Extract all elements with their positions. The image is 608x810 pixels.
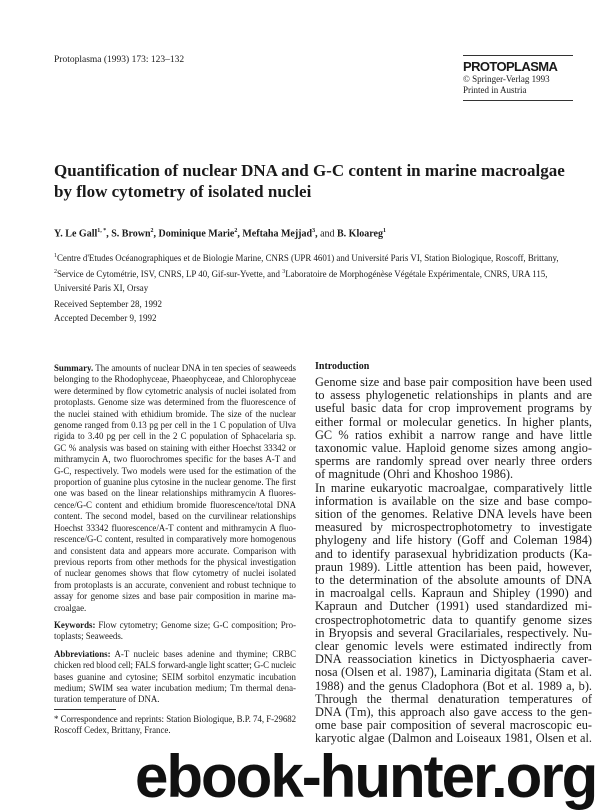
accepted-date: Accepted December 9, 1992 — [54, 313, 157, 323]
dates — [54, 297, 162, 325]
footnote — [54, 714, 296, 737]
text-line: belonging to the Rhodophyceae, Phaeophyceae, and Chlorophyceae — [54, 374, 296, 385]
left-column — [54, 363, 296, 706]
text-line: Hoechst 33342 fluorescence/A-T content and mithramycin A fluo- — [54, 522, 296, 533]
author-sup: 2 — [234, 228, 238, 234]
text-line — [54, 649, 296, 660]
abbreviations — [54, 649, 296, 706]
footnote-rule — [54, 709, 116, 710]
text-line: cence/G-C content and ethidium bromide fluorescence/total DNA — [54, 499, 296, 510]
keywords — [54, 620, 296, 643]
text-line: crospectrophotometric data to quantify genome sizes — [315, 612, 592, 627]
text-line: G-C, respectively. Two models were used for the estimation of the — [54, 465, 296, 476]
journal-logo: PROTOPLASMA — [463, 59, 558, 74]
text-line: from protoplasts is an accurate, convenient and robust technique to — [54, 579, 296, 590]
received-date: Received September 28, 1992 — [54, 299, 162, 309]
author: Meftaha Mejjad — [242, 228, 313, 240]
text-line: bases guanine and cytosine; SEIM sorbitol enzymatic incubation — [54, 671, 296, 682]
text-line: genome ranged from 0.13 pg per cell in the 1 C population of Ulva — [54, 420, 296, 431]
text-line: sperms are randomly spread over nearly three orders — [315, 454, 592, 469]
text-line: DNA reassociation kinetics in Dictyosphaeria caver- — [315, 652, 592, 667]
text-line: to assess phylogenetic relationships in plants and are — [315, 388, 592, 403]
author-sup: 3 — [312, 228, 316, 234]
footnote-line: Roscoff Cedex, Brittany, France. — [54, 725, 171, 736]
text-line: turation temperature of DNA. — [54, 694, 160, 705]
text-line: content. The second model, based on the curvilinear relationships — [54, 511, 296, 522]
text-line: of magnitude (Ohri and Khoshoo 1986). — [315, 467, 514, 482]
text-line: measured by microspectrophotometry to investigate — [315, 520, 592, 535]
text-line: the nuclei stained with ethidium bromide. The size of the nuclear — [54, 408, 296, 419]
text-line: useful basic data for crop improvement programs by — [315, 401, 592, 416]
introduction-heading: Introduction — [315, 361, 370, 372]
text-line: medium; SWIM sea water incubation medium; Tm thermal dena- — [54, 682, 296, 693]
abbreviations-label: Abbreviations: — [54, 648, 111, 659]
footnote-line: * Correspondence and reprints: Station Biologique, B.P. 74, F-29682 — [54, 714, 296, 724]
text-line: GC % ratios exhibit a narrow range and have little — [315, 427, 592, 442]
printed-in: Printed in Austria — [463, 85, 527, 95]
text-line: karyotic algae (Dalmon and Loiseaux 1981, Olsen et al. — [315, 731, 592, 746]
text-line: ome base pair composition of several macroscopic eu- — [315, 718, 592, 733]
text-run: A-T nucleic bases adenine and thymine; CRBC — [110, 648, 296, 659]
author-sup: 1, * — [97, 228, 107, 234]
watermark: ebook-hunter.org — [135, 743, 597, 810]
summary-label: Summary. — [54, 363, 94, 373]
author-sup: 1 — [382, 228, 386, 234]
summary — [54, 363, 296, 614]
text-line: rescence/G-C content, resulted in comparatively more homogenous — [54, 534, 296, 545]
text-line: assay for genome sizes and base pair composition in marine ma- — [54, 591, 296, 602]
text-line: protoplasts. Genome size was determined from the fluorescence of — [54, 397, 296, 408]
text-line: and consistent data and appears more accurate. Comparison with — [54, 545, 296, 556]
text-line: In marine eukaryotic macroalgae, comparatively little — [315, 480, 592, 495]
text-line: toplasts; Seaweeds. — [54, 631, 124, 642]
text-line: phylogeny and life history (Goff and Coleman 1984) — [315, 533, 592, 548]
copyright: © Springer-Verlag 1993 — [463, 74, 550, 84]
text-line: one was based on the linear relationships mithramycin A fluores- — [54, 488, 296, 499]
text-line: previous reports from other methods for the physical investigation — [54, 556, 296, 567]
text-line: in macroalgal cells. Kapraun and Shipley (1990) and — [315, 586, 592, 601]
text-line: GC % analysis was based on staining with either Hoechst 33342 or — [54, 442, 296, 453]
text-run: Flow cytometry; Genome size; G-C composition; Pro- — [95, 619, 296, 630]
introduction-text — [315, 376, 592, 746]
text-line — [54, 363, 296, 374]
authors-and: and — [320, 228, 335, 240]
text-line: to the determination of the absolute amounts of DNA — [315, 573, 592, 588]
text-line: nosa (Olsen et al. 1987), Laminaria digitata (Stam et al. — [315, 665, 592, 680]
paper-title — [54, 160, 594, 202]
author: B. Kloareg — [337, 228, 383, 240]
text-line: clear genomic levels were estimated indirectly from — [315, 639, 592, 654]
title-line: Quantification of nuclear DNA and G-C content in marine macroalgae — [54, 161, 565, 180]
text-line: mithramycin A, two fluorochromes specific for the bases A-T and — [54, 454, 296, 465]
text-line: Through the thermal denaturation temperatures of — [315, 691, 592, 706]
author-list: Y. Le Gall$^{1, *}$, S. Brown$^2$, Dominique Marie$^2$, Meftaha Mejjad$^3$, and B. Kloareg$^1$ — [54, 228, 386, 240]
journal-reference: Protoplasma (1993) 173: 123–132 — [54, 55, 185, 65]
title-line: by flow cytometry of isolated nuclei — [54, 182, 312, 201]
affiliations: $^1$Centre d'Etudes Océanographiques et de Biologie Marine, CNRS (UPR 4601) and Université Paris VI, Station Biologique, Roscoff, Brittany, $^2$Service de Cytométrie, ISV, CNRS, LP 40, Gif-sur-Yvette, and $^3$Laboratoire de Morphogénèse Végétale Expérimentale, CNRS, URA 115, Université Paris XI, Orsay — [54, 249, 594, 295]
keywords-label: Keywords: — [54, 619, 96, 630]
text-line: sition of the genomes. Relative DNA levels have been — [315, 507, 592, 522]
author: S. Brown — [111, 228, 151, 240]
author-sup: 2 — [150, 228, 154, 234]
text-line: Kapraun and Dutcher (1991) used standardized mi- — [315, 599, 592, 614]
text-line: 1988) and the genus Cladophora (Bot et al. 1989 a, b). — [315, 678, 592, 693]
affiliation-3: Laboratoire de Morphogénèse Végétale Expérimentale, CNRS, URA 115, — [285, 268, 548, 279]
author: Dominique Marie — [158, 228, 235, 240]
text-line: were determined by flow cytometric analysis of nuclei isolated from — [54, 385, 296, 396]
journal-brand-box — [463, 55, 573, 101]
affiliation-1: Centre d'Etudes Océanographiques et de Biologie Marine, CNRS (UPR 4601) and Université Paris VI, Station Biologique, Roscoff, Brittany, — [57, 252, 559, 263]
text-line: praun 1989). Little attention has been paid, however, — [315, 559, 592, 574]
text-line: chicken red blood cell; FALS forward-angle light scatter; G-C nucleic — [54, 660, 296, 671]
text-line: of nuclear genomes shows that flow cytometry of nuclei isolated — [54, 568, 296, 579]
text-line: DNA (Tm), this approach also gave access to the gen- — [315, 705, 592, 720]
text-line: in Bryopsis and several Gracilariales, respectively. Nu- — [315, 625, 592, 640]
text-line: taxonomic value. Haploid genome sizes among angio- — [315, 441, 592, 456]
text-run: The amounts of nuclear DNA in ten species of seaweeds — [93, 363, 296, 373]
text-line: proportion of guanine plus cytosine in the nuclear genome. The first — [54, 477, 296, 488]
text-line: and to identify parasexual hybridization products (Ka- — [315, 546, 592, 561]
text-line: either formal or molecular genetics. In higher plants, — [315, 414, 592, 429]
affiliation-3-cont: Université Paris XI, Orsay — [54, 282, 149, 293]
text-line — [54, 620, 296, 631]
text-line: croalgae. — [54, 602, 87, 613]
text-line: Genome size and base pair composition have been used — [315, 375, 592, 389]
affiliation-2: Service de Cytométrie, ISV, CNRS, LP 40, Gif-sur-Yvette, and — [57, 268, 280, 279]
text-line: information is available on the size and base compo- — [315, 493, 592, 508]
text-line: rigida to 3.40 pg per cell in the 2 C population of Sphacelaria sp. — [54, 431, 296, 442]
author: Y. Le Gall — [54, 228, 98, 240]
